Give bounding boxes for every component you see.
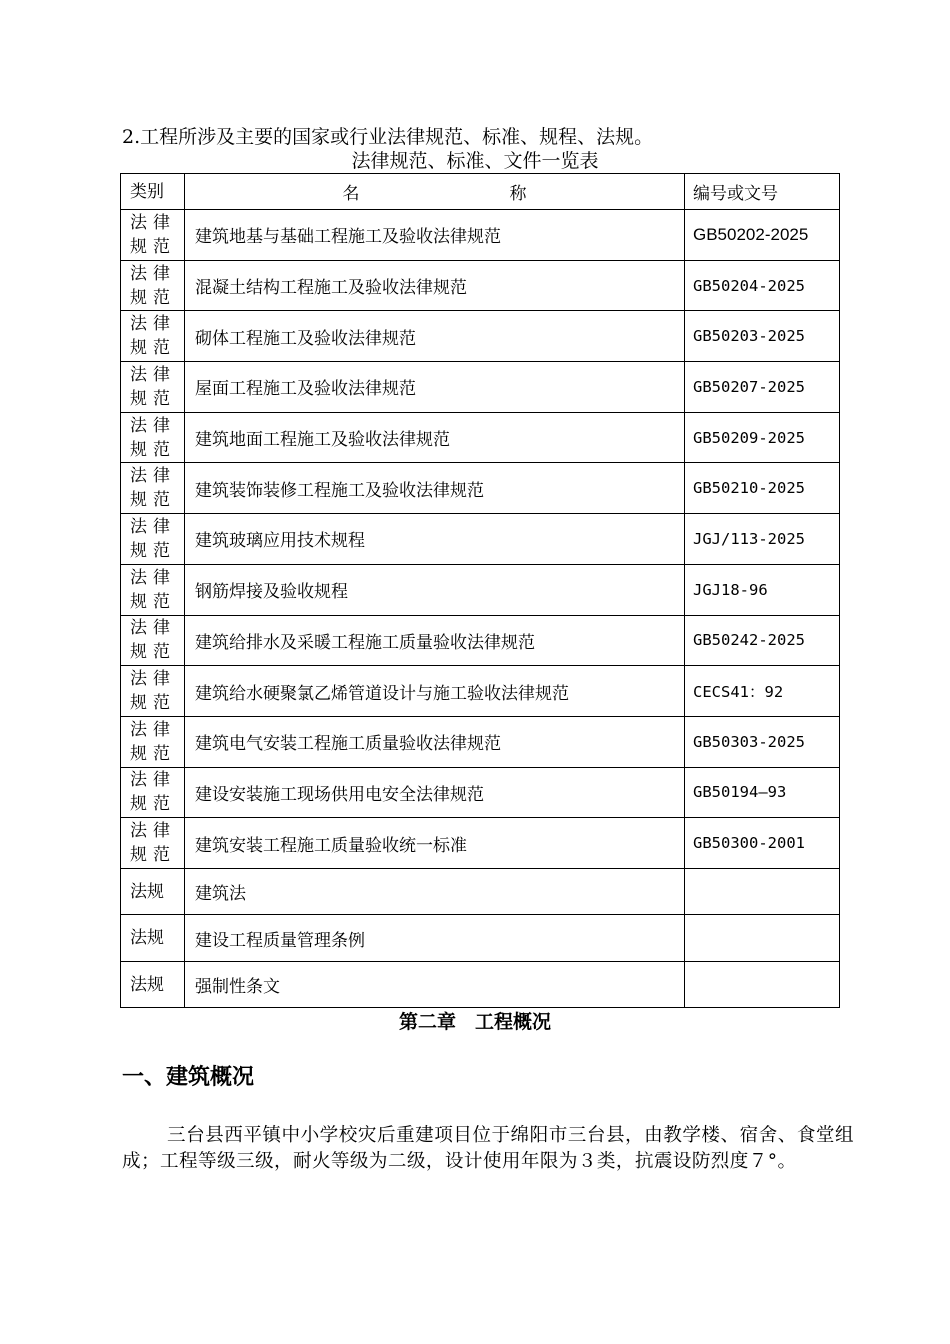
table-row	[121, 716, 840, 767]
header-category: 类别	[121, 174, 185, 210]
row-code: GB50242-2025	[685, 615, 840, 666]
table-row	[121, 412, 840, 463]
row-name: 强制性条文	[185, 961, 685, 1008]
row-category-text: 法律规范	[130, 314, 176, 359]
body-paragraph: 三台县西平镇中小学校灾后重建项目位于绵阳市三台县，由教学楼、宿舍、食堂组成；工程等级三级，耐火等级为二级，设计使用年限为３类，抗震设防烈度７°。	[122, 1125, 854, 1172]
row-category	[121, 362, 185, 413]
table-row	[121, 868, 840, 915]
table-row	[121, 818, 840, 869]
row-name: 建设工程质量管理条例	[185, 915, 685, 962]
laws-table	[120, 173, 840, 1008]
row-category-text: 法律规范	[130, 466, 176, 511]
row-category-text: 法律规范	[130, 263, 176, 308]
row-category	[121, 615, 185, 666]
row-category-text: 法律规范	[130, 618, 176, 663]
table-row	[121, 915, 840, 962]
row-category-text: 法规	[130, 974, 164, 995]
table-row	[121, 311, 840, 362]
table-row	[121, 961, 840, 1008]
row-name: 建筑地面工程施工及验收法律规范	[185, 412, 685, 463]
row-category	[121, 666, 185, 717]
row-category	[121, 961, 185, 1008]
row-code: GB50303-2025	[685, 716, 840, 767]
row-category-text: 法律规范	[130, 415, 176, 460]
section-title: 一、建筑概况	[122, 1065, 255, 1090]
row-name: 建筑法	[185, 868, 685, 915]
table-row	[121, 362, 840, 413]
row-code: GB50194—93	[685, 767, 840, 818]
row-category	[121, 210, 185, 261]
table-row	[121, 666, 840, 717]
row-code: GB50202-2025	[685, 210, 840, 261]
row-category-text: 法律规范	[130, 669, 176, 714]
table-row	[121, 564, 840, 615]
row-category	[121, 564, 185, 615]
row-code: JGJ18-96	[685, 564, 840, 615]
row-category-text: 法律规范	[130, 719, 176, 764]
header-name-left: 名	[342, 184, 360, 204]
row-name: 建设安装施工现场供用电安全法律规范	[185, 767, 685, 818]
row-code	[685, 961, 840, 1008]
row-name: 建筑给水硬聚氯乙烯管道设计与施工验收法律规范	[185, 666, 685, 717]
header-name	[185, 174, 685, 210]
row-category	[121, 915, 185, 962]
table-row	[121, 210, 840, 261]
row-code	[685, 915, 840, 962]
row-category-text: 法律规范	[130, 821, 176, 866]
header-code: 编号或文号	[685, 174, 840, 210]
row-code: GB50209-2025	[685, 412, 840, 463]
row-category-text: 法律规范	[130, 364, 176, 409]
row-name: 建筑给排水及采暖工程施工质量验收法律规范	[185, 615, 685, 666]
table-caption: 法律规范、标准、文件一览表	[351, 150, 599, 172]
row-name: 建筑安装工程施工质量验收统一标准	[185, 818, 685, 869]
row-name: 建筑装饰装修工程施工及验收法律规范	[185, 463, 685, 514]
table-row	[121, 514, 840, 565]
row-code: GB50203-2025	[685, 311, 840, 362]
row-category	[121, 311, 185, 362]
row-category-text: 法规	[130, 928, 164, 949]
intro-text: 2.工程所涉及主要的国家或行业法律规范、标准、规程、法规。	[122, 126, 654, 148]
table-row	[121, 463, 840, 514]
row-category	[121, 716, 185, 767]
row-code: JGJ/113-2025	[685, 514, 840, 565]
row-name: 混凝土结构工程施工及验收法律规范	[185, 260, 685, 311]
row-category	[121, 514, 185, 565]
row-category-text: 法律规范	[130, 516, 176, 561]
header-name-right: 称	[509, 184, 527, 204]
row-code	[685, 868, 840, 915]
row-category	[121, 868, 185, 915]
row-category-text: 法规	[130, 881, 164, 902]
row-code: GB50204-2025	[685, 260, 840, 311]
row-category	[121, 260, 185, 311]
table-row	[121, 260, 840, 311]
row-name: 建筑电气安装工程施工质量验收法律规范	[185, 716, 685, 767]
row-category	[121, 818, 185, 869]
row-category	[121, 463, 185, 514]
row-code: GB50207-2025	[685, 362, 840, 413]
row-name: 建筑玻璃应用技术规程	[185, 514, 685, 565]
row-category-text: 法律规范	[130, 770, 176, 815]
row-category-text: 法律规范	[130, 212, 176, 257]
chapter-title: 第二章 工程概况	[398, 1011, 551, 1033]
row-name: 砌体工程施工及验收法律规范	[185, 311, 685, 362]
row-name: 建筑地基与基础工程施工及验收法律规范	[185, 210, 685, 261]
table-row	[121, 767, 840, 818]
table-header-row	[121, 174, 840, 210]
table-row	[121, 615, 840, 666]
row-code: GB50300-2001	[685, 818, 840, 869]
row-category-text: 法律规范	[130, 567, 176, 612]
row-code: GB50210-2025	[685, 463, 840, 514]
row-name: 钢筋焊接及验收规程	[185, 564, 685, 615]
row-name: 屋面工程施工及验收法律规范	[185, 362, 685, 413]
row-code: CECS41：92	[685, 666, 840, 717]
row-category	[121, 767, 185, 818]
row-category	[121, 412, 185, 463]
